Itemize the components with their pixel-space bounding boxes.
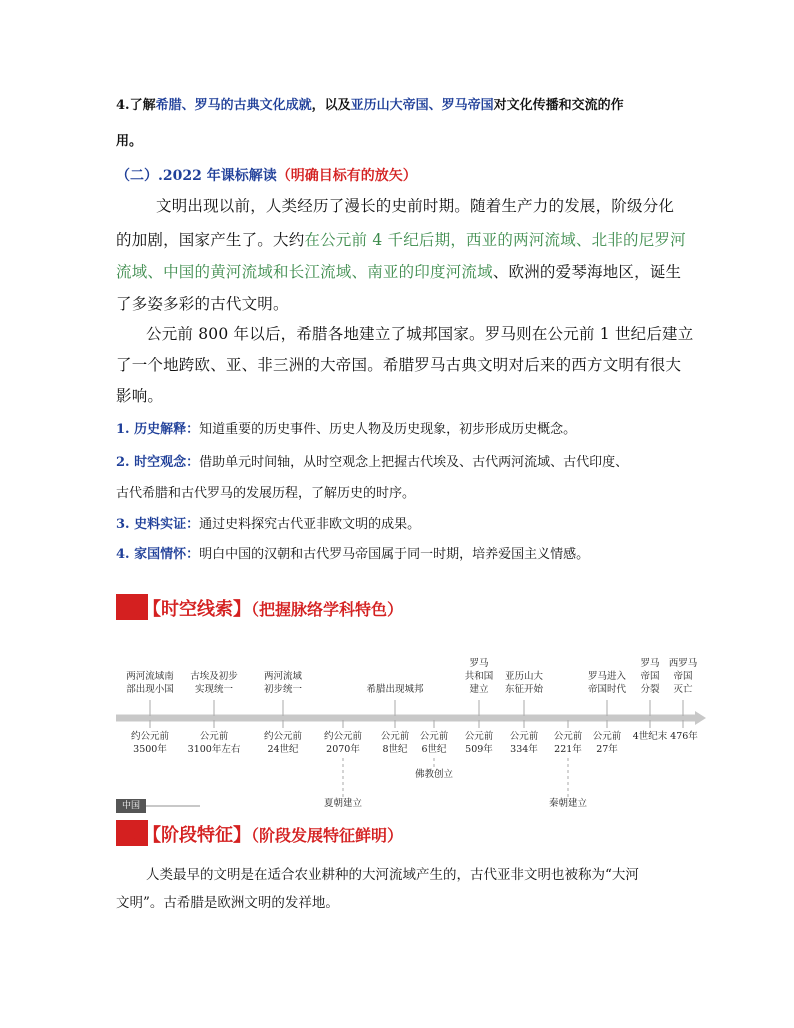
date-label: 公元前 221年: [553, 731, 583, 755]
literacy-4-text: 明白中国的汉朝和古代罗马帝国属于同一时期，培养爱国主义情感。: [199, 547, 590, 562]
event-label: 罗马 共和国 建立: [464, 658, 494, 695]
date-label: 公元前 334年: [509, 731, 539, 755]
para1-line1: 文明出现以前，人类经历了漫长的史前时期。随着生产力的发展，阶级分化: [156, 197, 675, 215]
para1-line3: [116, 260, 681, 282]
para2-line2: 了一个地跨欧、亚、非三洲的大帝国。希腊罗马古典文明对后来的西方文明有很大: [116, 356, 682, 374]
literacy-4-label: 4. 家国情怀：: [116, 547, 200, 562]
goal-4-line2: 用。: [116, 134, 143, 149]
goal-4-prefix: 4.了解: [116, 98, 156, 113]
literacy-2: [116, 451, 628, 470]
goal-4-highlight-1: 希腊、罗马的古典文化成就: [155, 98, 312, 113]
date-label: 4世纪末: [632, 731, 668, 742]
event-label: 罗马进入 帝国时代: [587, 671, 626, 695]
para2-line1: 公元前 800 年以后，希腊各地建立了城邦国家。罗马则在公元前 1 世纪后建立: [146, 325, 694, 343]
section-4-title: [116, 821, 403, 847]
date-label: 约公元前 2070年: [323, 731, 362, 755]
literacy-3-label: 3. 史料实证：: [116, 517, 200, 532]
literacy-2-label: 2. 时空观念：: [116, 455, 200, 470]
goal-4-mid: ，以及: [311, 98, 351, 113]
section-4-title-text: 四、【阶段特征】: [116, 825, 251, 846]
literacy-1: [116, 418, 576, 437]
section-2-heading-note: （明确目标有的放矢）: [276, 168, 417, 184]
para1-line4: 了多姿多彩的古代文明。: [116, 295, 289, 313]
para1-line2-green: 在公元前 4 千纪后期，西亚的两河流域、北非的尼罗河: [304, 231, 686, 249]
event-xia: 夏朝建立: [323, 798, 362, 809]
para1-line2: [116, 228, 686, 250]
event-label: 西罗马 帝国 灭亡: [668, 658, 698, 695]
literacy-3: [116, 513, 420, 532]
section-2-heading: [116, 165, 417, 185]
event-label: 罗马 帝国 分裂: [640, 658, 660, 695]
china-tag: 中国: [116, 799, 146, 813]
timeline-arrow: [695, 711, 706, 725]
section-3-title: [116, 595, 403, 621]
event-qin: 秦朝建立: [548, 798, 587, 809]
literacy-2-text: 借助单元时间轴，从时空观念上把握古代埃及、古代两河流域、古代印度、: [199, 455, 629, 470]
date-label: 约公元前 3500年: [130, 731, 169, 755]
section-3-title-text: 三、【时空线索】: [116, 599, 251, 620]
date-label: 476年: [670, 731, 698, 742]
para1-line3-rest: 、欧洲的爱琴海地区，诞生: [492, 263, 682, 281]
section-4-para-line1: 人类最早的文明是在适合农业耕种的大河流域产生的，古代亚非文明也被称为“大河: [146, 867, 639, 883]
goal-4-line1: [116, 94, 624, 113]
event-label: 两河流域 初步统一: [263, 671, 302, 695]
para2-line3: 影响。: [116, 387, 164, 405]
event-label: 希腊出现城邦: [366, 684, 424, 695]
date-label: 公元前 27年: [592, 731, 622, 755]
literacy-1-text: 知道重要的历史事件、历史人物及历史现象，初步形成历史概念。: [199, 422, 577, 437]
section-4-note: （阶段发展特征鲜明）: [251, 826, 404, 845]
date-label: 公元前 8世纪: [380, 731, 410, 755]
date-label: 约公元前 24世纪: [263, 731, 302, 755]
goal-4-highlight-2: 亚历山大帝国、罗马帝国: [350, 98, 494, 113]
section-3-note: （把握脉络学科特色）: [251, 600, 404, 619]
section-2-heading-label: （二）.2022 年课标解读: [116, 168, 277, 184]
event-label: 古埃及初步 实现统一: [190, 671, 238, 695]
para1-line3-green: 流域、中国的黄河流域和长江流域、南亚的印度河流域: [116, 263, 493, 281]
section-4-para-line2: 文明”。古希腊是欧洲文明的发祥地。: [116, 895, 339, 911]
literacy-1-label: 1. 历史解释：: [116, 422, 200, 437]
literacy-4: [116, 543, 589, 562]
event-label: 亚历山大 东征开始: [504, 671, 543, 695]
date-label: 公元前 6世纪: [419, 731, 449, 755]
para1-line2-text: 的加剧，国家产生了。大约: [116, 231, 305, 249]
literacy-3-text: 通过史料探究古代亚非欧文明的成果。: [199, 517, 421, 532]
goal-4-suffix: 对文化传播和交流的作: [493, 98, 624, 113]
event-label: 两河流域南 部出现小国: [126, 671, 174, 695]
event-buddhism: 佛教创立: [414, 769, 453, 780]
date-label: 公元前 3100年左右: [187, 731, 241, 755]
date-label: 公元前 509年: [464, 731, 494, 755]
literacy-2-cont: 古代希腊和古代罗马的发展历程，了解历史的时序。: [116, 486, 416, 501]
